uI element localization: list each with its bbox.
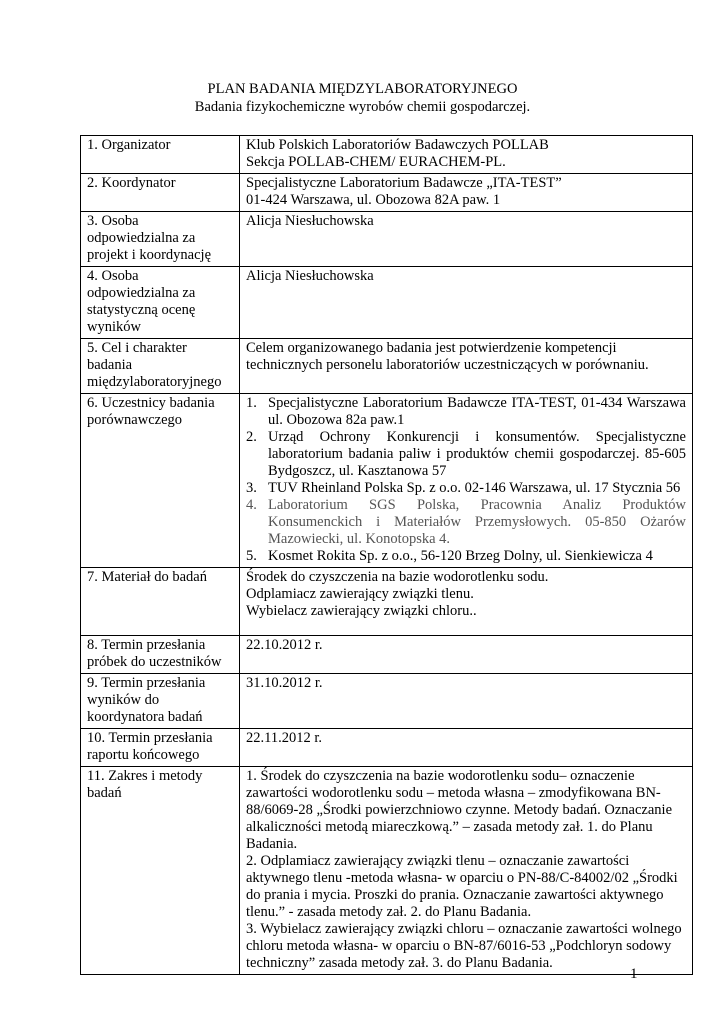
row-label: 8. Termin przesłania próbek do uczestników (81, 636, 240, 674)
document-subtitle: Badania fizykochemiczne wyrobów chemii gospodarczej. (194, 99, 531, 115)
row-label: 11. Zakres i metody badań (81, 767, 240, 975)
row-value: 31.10.2012 r. (240, 674, 693, 729)
table-row (81, 568, 693, 636)
row-value: Alicja Niesłuchowska (240, 267, 693, 339)
row-value: 22.11.2012 r. (240, 729, 693, 767)
list-item (246, 548, 686, 565)
material-line-2: Odplamiacz zawierający związki tlenu. (246, 586, 474, 602)
document-title: PLAN BADANIA MIĘDZYLABORATORYJNEGO (207, 81, 518, 97)
coordinator-line-1: Specjalistyczne Laboratorium Badawcze „ITA-TEST” (246, 175, 562, 191)
method-paragraph-1: 1. Środek do czyszczenia na bazie wodorotlenku sodu– oznaczenie zawartości wodorotlenku sodu – metoda własna – zmodyfikowana BN-88/6069-28 „Środki powierzchniowo czynne. Metody badań. Oznaczanie alkaliczności metodą miareczkową.” – zasada metody zał. 1. do Planu Badania. (246, 768, 673, 852)
list-item-text: Laboratorium SGS Polska, Pracownia Analiz Produktów Konsumenckich i Materiałów Przemysłowych. 05-850 Ożarów Mazowiecki, ul. Konotopska 4. (268, 497, 686, 547)
document-header (0, 80, 725, 116)
list-item (246, 497, 686, 548)
list-item (246, 429, 686, 480)
list-item-text: Urząd Ochrony Konkurencji i konsumentów. Specjalistyczne laboratorium badania paliw i produktów chemii gospodarczej. 85-605 Bydgoszcz, ul. Kasztanowa 57 (268, 429, 686, 479)
material-line-1: Środek do czyszczenia na bazie wodorotlenku sodu. (246, 569, 549, 585)
list-item-text: Kosmet Rokita Sp. z o.o., 56-120 Brzeg Dolny, ul. Sienkiewicza 4 (268, 548, 653, 564)
plan-table (80, 135, 693, 975)
method-paragraph-3: 3. Wybielacz zawierający związki chloru – oznaczanie zawartości wolnego chloru metoda własna- w oparciu o BN-87/6016-53 „Podchloryn sodowy techniczny” zasada metody zał. 3. do Planu Badania. (246, 921, 682, 971)
row-value: 22.10.2012 r. (240, 636, 693, 674)
table-row (81, 636, 693, 674)
row-label: 6. Uczestnicy badania porównawczego (81, 394, 240, 568)
row-value (240, 568, 693, 636)
row-label: 2. Koordynator (81, 174, 240, 212)
table-row (81, 136, 693, 174)
organizer-line-2: Sekcja POLLAB-CHEM/ EURACHEM-PL. (246, 154, 506, 170)
list-item-number: 1. (246, 395, 257, 411)
table-row (81, 767, 693, 975)
row-value: Alicja Niesłuchowska (240, 212, 693, 267)
coordinator-line-2: 01-424 Warszawa, ul. Obozowa 82A paw. 1 (246, 192, 501, 208)
row-value (240, 767, 693, 975)
table-row (81, 339, 693, 394)
list-item (246, 480, 686, 497)
table-row (81, 267, 693, 339)
page-number: 1 (630, 966, 638, 982)
list-item-number: 3. (246, 480, 257, 496)
list-item-text: Specjalistyczne Laboratorium Badawcze ITA-TEST, 01-434 Warszawa ul. Obozowa 82a paw.1 (268, 395, 686, 428)
table-row (81, 174, 693, 212)
organizer-line-1: Klub Polskich Laboratoriów Badawczych POLLAB (246, 137, 549, 153)
table-row (81, 394, 693, 568)
method-paragraph-2: 2. Odplamiacz zawierający związki tlenu – oznaczanie zawartości aktywnego tlenu -metoda własna- w oparciu o PN-88/C-84002/02 „Środki do prania i mycia. Proszki do prania. Oznaczanie zawartości aktywnego tlenu.” - zasada metody zał. 2. do Planu Badania. (246, 853, 678, 920)
material-line-3: Wybielacz zawierający związki chloru.. (246, 603, 477, 619)
list-item (246, 395, 686, 429)
table-row (81, 729, 693, 767)
row-label: 7. Materiał do badań (81, 568, 240, 636)
row-value (240, 394, 693, 568)
table-row (81, 212, 693, 267)
participants-list (246, 395, 686, 565)
list-item-number: 4. (246, 497, 257, 513)
row-label: 9. Termin przesłania wyników do koordynatora badań (81, 674, 240, 729)
list-item-text: TUV Rheinland Polska Sp. z o.o. 02-146 Warszawa, ul. 17 Stycznia 56 (268, 480, 681, 496)
row-label: 3. Osoba odpowiedzialna za projekt i koordynację (81, 212, 240, 267)
row-value: Celem organizowanego badania jest potwierdzenie kompetencji technicznych personelu laboratoriów uczestniczących w porównaniu. (240, 339, 693, 394)
row-label: 1. Organizator (81, 136, 240, 174)
row-label: 4. Osoba odpowiedzialna za statystyczną ocenę wyników (81, 267, 240, 339)
row-label: 10. Termin przesłania raportu końcowego (81, 729, 240, 767)
table-row (81, 674, 693, 729)
row-value (240, 136, 693, 174)
row-value (240, 174, 693, 212)
list-item-number: 5. (246, 548, 257, 564)
row-label: 5. Cel i charakter badania międzylaboratoryjnego (81, 339, 240, 394)
list-item-number: 2. (246, 429, 257, 445)
